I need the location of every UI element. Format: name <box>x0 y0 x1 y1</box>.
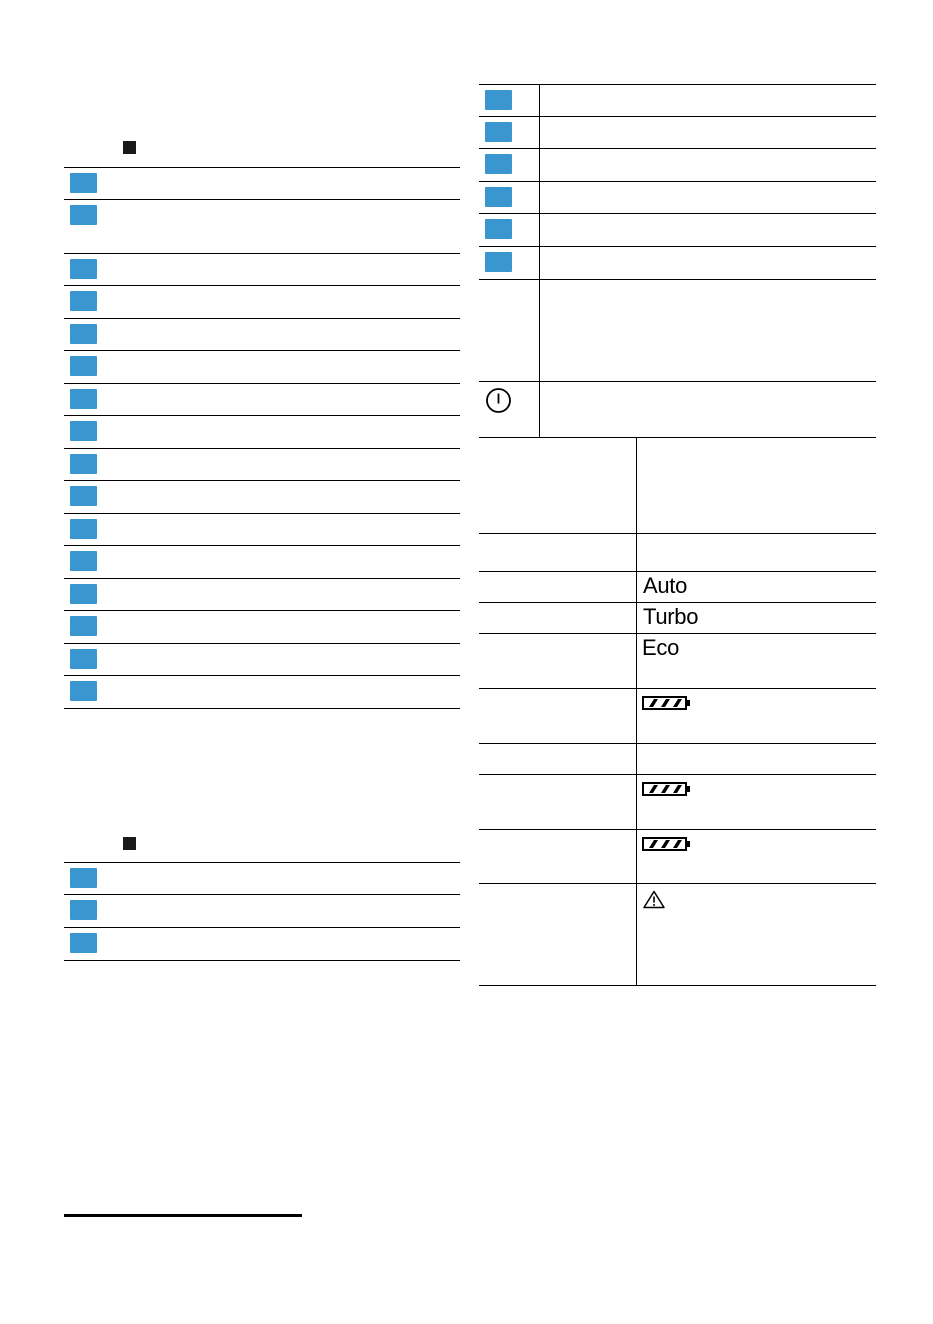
table-row <box>479 280 876 382</box>
table-row <box>479 775 876 830</box>
warning-icon <box>643 890 665 909</box>
section-b-table <box>64 862 460 961</box>
table-row <box>479 830 876 884</box>
table-row <box>479 117 876 149</box>
table-row <box>64 200 460 254</box>
battery-icon <box>642 837 692 851</box>
table-row <box>64 481 460 514</box>
number-badge <box>70 356 97 376</box>
table-row <box>64 862 460 895</box>
mode-turbo-label: Turbo <box>643 604 699 629</box>
table-row <box>64 449 460 481</box>
table-row <box>64 644 460 676</box>
number-badge <box>70 291 97 311</box>
table-row <box>64 351 460 384</box>
status-table <box>479 438 876 986</box>
table-row <box>479 603 876 634</box>
table-row <box>479 689 876 744</box>
number-badge <box>70 324 97 344</box>
table-row <box>479 247 876 280</box>
table-row <box>64 611 460 644</box>
number-badge <box>485 252 512 272</box>
table-row <box>64 384 460 416</box>
number-badge <box>70 421 97 441</box>
table-row <box>64 167 460 200</box>
number-badge <box>70 173 97 193</box>
table-row <box>64 286 460 319</box>
number-badge <box>70 519 97 539</box>
number-badge <box>70 900 97 920</box>
number-badge <box>485 219 512 239</box>
table-row <box>479 438 876 534</box>
number-badge <box>70 259 97 279</box>
table-row <box>479 744 876 775</box>
table-row <box>479 572 876 603</box>
number-badge <box>70 681 97 701</box>
table-row <box>64 546 460 579</box>
footnote-rule <box>64 1214 302 1217</box>
number-badge <box>485 154 512 174</box>
table-row <box>479 884 876 986</box>
number-badge <box>485 90 512 110</box>
number-badge <box>70 486 97 506</box>
table-row <box>479 214 876 247</box>
table-row <box>479 149 876 182</box>
table-row <box>64 928 460 961</box>
table-row <box>479 534 876 572</box>
right-numbered-table <box>479 84 876 438</box>
table-row <box>64 416 460 449</box>
battery-icon <box>642 782 692 796</box>
table-row <box>64 579 460 611</box>
table-row <box>64 895 460 928</box>
table-row <box>64 676 460 709</box>
number-badge <box>70 205 97 225</box>
number-badge <box>70 868 97 888</box>
table-row <box>479 634 876 689</box>
number-badge <box>485 187 512 207</box>
section-b-marker-icon <box>123 837 136 850</box>
table-row <box>479 84 876 117</box>
mode-eco-label: Eco <box>642 635 680 660</box>
table-row <box>64 319 460 351</box>
number-badge <box>70 649 97 669</box>
number-badge <box>70 933 97 953</box>
number-badge <box>70 551 97 571</box>
mode-auto-label: Auto <box>643 573 688 598</box>
number-badge <box>485 122 512 142</box>
number-badge <box>70 616 97 636</box>
battery-icon <box>642 696 692 710</box>
number-badge <box>70 389 97 409</box>
table-row <box>479 182 876 214</box>
table-row <box>479 382 876 438</box>
section-a-marker-icon <box>123 141 136 154</box>
table-row <box>64 254 460 286</box>
number-badge <box>70 584 97 604</box>
table-row <box>64 514 460 546</box>
number-badge <box>70 454 97 474</box>
power-icon <box>485 387 512 414</box>
section-a-table <box>64 167 460 709</box>
